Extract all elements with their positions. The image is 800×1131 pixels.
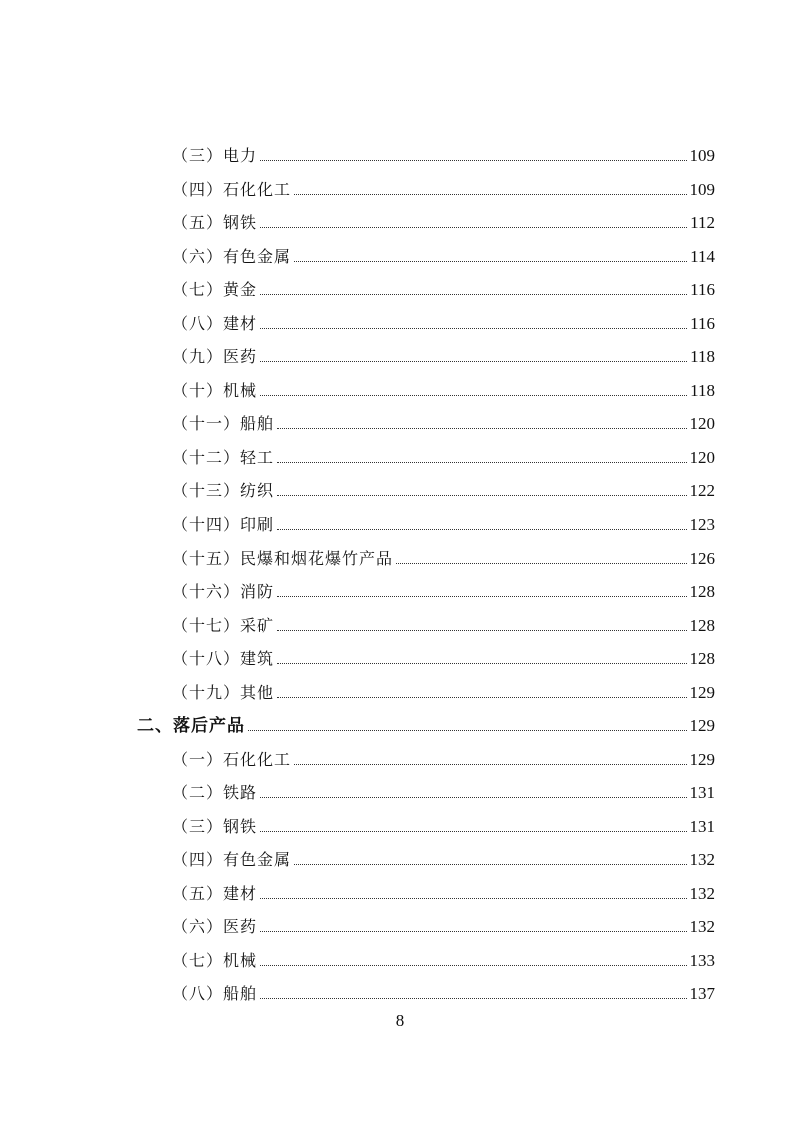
toc-entry-page: 116 bbox=[690, 280, 715, 299]
dot-leader bbox=[277, 428, 686, 429]
toc-entry[interactable] bbox=[172, 539, 715, 569]
dot-leader bbox=[260, 294, 687, 295]
toc-entry-label: （三）钢铁 bbox=[172, 817, 258, 836]
toc-entry-label: （六）医药 bbox=[172, 917, 258, 936]
toc-entry-label: （五）钢铁 bbox=[172, 213, 258, 232]
toc-section-heading[interactable] bbox=[137, 706, 715, 736]
dot-leader bbox=[260, 931, 686, 932]
toc-entry-label: （四）石化化工 bbox=[172, 180, 292, 199]
toc-entry-page: 120 bbox=[689, 448, 715, 467]
toc-entry-label: （十九）其他 bbox=[172, 683, 275, 702]
toc-entry-label: （十四）印刷 bbox=[172, 515, 275, 534]
toc-entry-page: 128 bbox=[689, 582, 715, 601]
dot-leader bbox=[260, 361, 687, 362]
toc-entry-label: （十）机械 bbox=[172, 381, 258, 400]
toc-entry[interactable] bbox=[172, 438, 715, 468]
toc-entry[interactable] bbox=[172, 673, 715, 703]
toc-entry-label: （十八）建筑 bbox=[172, 649, 275, 668]
toc-entry-page: 132 bbox=[689, 917, 715, 936]
toc-entry-page: 122 bbox=[689, 481, 715, 500]
toc-entry[interactable] bbox=[172, 371, 715, 401]
toc-entry-label: 二、落后产品 bbox=[137, 716, 245, 736]
toc-entry-page: 120 bbox=[689, 414, 715, 433]
toc-entry-label: （十一）船舶 bbox=[172, 414, 275, 433]
toc-entry-page: 131 bbox=[689, 783, 715, 802]
dot-leader bbox=[260, 998, 686, 999]
toc-entry[interactable] bbox=[172, 170, 715, 200]
dot-leader bbox=[277, 596, 686, 597]
dot-leader bbox=[294, 864, 686, 865]
toc-entry-label: （十二）轻工 bbox=[172, 448, 275, 467]
toc-entry-label: （十六）消防 bbox=[172, 582, 275, 601]
toc-entry-label: （七）机械 bbox=[172, 951, 258, 970]
toc-entry-page: 128 bbox=[689, 616, 715, 635]
toc-entry-page: 129 bbox=[689, 750, 715, 769]
toc-entry[interactable] bbox=[172, 572, 715, 602]
dot-leader bbox=[294, 194, 686, 195]
dot-leader bbox=[260, 797, 686, 798]
toc-entry-label: （八）船舶 bbox=[172, 984, 258, 1003]
toc-entry[interactable] bbox=[172, 740, 715, 770]
toc-entry-page: 123 bbox=[689, 515, 715, 534]
dot-leader bbox=[260, 160, 686, 161]
dot-leader bbox=[248, 730, 687, 731]
toc-entry[interactable] bbox=[172, 237, 715, 267]
toc-entry[interactable] bbox=[172, 907, 715, 937]
toc-entry[interactable] bbox=[172, 404, 715, 434]
toc-entry-page: 118 bbox=[690, 381, 715, 400]
toc-entry-page: 132 bbox=[689, 850, 715, 869]
toc-entry[interactable] bbox=[172, 639, 715, 669]
toc-entry-label: （一）石化化工 bbox=[172, 750, 292, 769]
toc-entry[interactable] bbox=[172, 606, 715, 636]
toc-entry[interactable] bbox=[172, 941, 715, 971]
toc-entry-page: 114 bbox=[690, 247, 715, 266]
toc-entry[interactable] bbox=[172, 136, 715, 166]
dot-leader bbox=[277, 495, 686, 496]
toc-entry-page: 116 bbox=[690, 314, 715, 333]
toc-entry-label: （三）电力 bbox=[172, 146, 258, 165]
toc-entry-label: （五）建材 bbox=[172, 884, 258, 903]
page-number: 8 bbox=[395, 1011, 405, 1030]
dot-leader bbox=[294, 764, 686, 765]
dot-leader bbox=[277, 697, 686, 698]
dot-leader bbox=[277, 630, 686, 631]
dot-leader bbox=[277, 462, 686, 463]
toc-entry[interactable] bbox=[172, 471, 715, 501]
dot-leader bbox=[260, 328, 687, 329]
toc-entry-label: （二）铁路 bbox=[172, 783, 258, 802]
toc-entry-page: 131 bbox=[689, 817, 715, 836]
dot-leader bbox=[260, 395, 687, 396]
dot-leader bbox=[277, 663, 686, 664]
toc-entry-page: 109 bbox=[689, 180, 715, 199]
toc-entry-label: （六）有色金属 bbox=[172, 247, 292, 266]
dot-leader bbox=[260, 831, 686, 832]
toc-entry-label: （十七）采矿 bbox=[172, 616, 275, 635]
toc-entry[interactable] bbox=[172, 270, 715, 300]
dot-leader bbox=[260, 965, 686, 966]
toc-entry[interactable] bbox=[172, 337, 715, 367]
toc-entry-page: 129 bbox=[689, 683, 715, 702]
toc-entry-page: 129 bbox=[689, 716, 715, 735]
toc-entry[interactable] bbox=[172, 304, 715, 334]
toc-entry-page: 137 bbox=[689, 984, 715, 1003]
toc-entry-label: （四）有色金属 bbox=[172, 850, 292, 869]
dot-leader bbox=[396, 563, 686, 564]
toc-entry-page: 132 bbox=[689, 884, 715, 903]
toc-entry-page: 112 bbox=[690, 213, 715, 232]
toc-entry[interactable] bbox=[172, 874, 715, 904]
toc-entry-page: 118 bbox=[690, 347, 715, 366]
toc-entry-label: （十五）民爆和烟花爆竹产品 bbox=[172, 549, 394, 568]
dot-leader bbox=[294, 261, 687, 262]
toc-entry-label: （九）医药 bbox=[172, 347, 258, 366]
toc-entry-label: （七）黄金 bbox=[172, 280, 258, 299]
toc-entry[interactable] bbox=[172, 505, 715, 535]
toc-entry-page: 133 bbox=[689, 951, 715, 970]
toc-entry[interactable] bbox=[172, 840, 715, 870]
toc-entry-page: 128 bbox=[689, 649, 715, 668]
toc-entry[interactable] bbox=[172, 203, 715, 233]
toc-entry[interactable] bbox=[172, 974, 715, 1004]
dot-leader bbox=[260, 227, 687, 228]
dot-leader bbox=[260, 898, 686, 899]
toc-entry-label: （十三）纺织 bbox=[172, 481, 275, 500]
toc-entry[interactable] bbox=[172, 807, 715, 837]
toc-entry-page: 109 bbox=[689, 146, 715, 165]
toc-entry-label: （八）建材 bbox=[172, 314, 258, 333]
toc-entry[interactable] bbox=[172, 773, 715, 803]
toc-entry-page: 126 bbox=[689, 549, 715, 568]
dot-leader bbox=[277, 529, 686, 530]
